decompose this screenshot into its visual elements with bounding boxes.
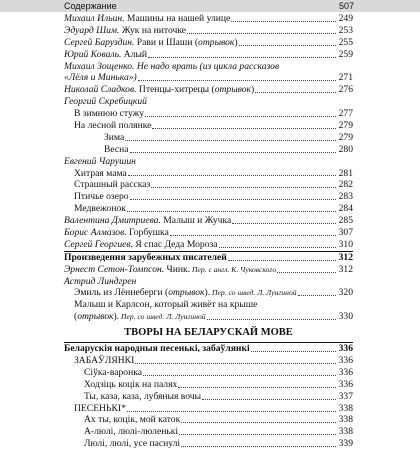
entry-title: Ходзіць коцік на палях: [84, 378, 178, 390]
entry-author: Юрий Коваль.: [64, 48, 122, 60]
entry-page: 281: [338, 167, 353, 179]
entry-tail: ): [251, 84, 255, 96]
entry-page: 271: [338, 72, 353, 84]
entry-author: Эрнест Сетон-Томпсон.: [64, 263, 165, 275]
toc-entry[interactable]: [64, 438, 353, 450]
entry-page: 339: [338, 438, 353, 450]
entry-title: Эмиль из Лённеберги (: [74, 287, 169, 299]
entry-page: 310: [338, 238, 353, 250]
entry-title: Рави и Шаши (: [134, 36, 199, 48]
entry-page: 282: [338, 179, 353, 191]
author-heading: Георгий Скребицкий: [64, 96, 147, 108]
entry-page: 276: [338, 84, 353, 96]
entry-page: 307: [338, 227, 353, 239]
toc-entry[interactable]: [64, 37, 353, 49]
entry-tail: ): [234, 36, 238, 48]
entry-title: Малыш и Жучка: [160, 215, 232, 227]
section-heading[interactable]: [64, 252, 353, 264]
entry-page: 249: [338, 12, 353, 24]
entry-title: В зимнюю стужу: [74, 108, 145, 120]
author-heading: Астрид Линдгрен: [64, 275, 137, 287]
entry-title: Сіўка-варонка: [84, 366, 142, 378]
toc-entry[interactable]: [64, 287, 353, 299]
toc-entry[interactable]: [64, 144, 353, 156]
entry-title: Хитрая мама: [74, 167, 127, 179]
toc-entry[interactable]: [64, 239, 353, 251]
entry-page: 338: [338, 426, 353, 438]
toc-entry-line: Михаил Зощенко. Не надо врать (из цикла рассказов: [64, 60, 280, 72]
entry-page: 336: [338, 366, 353, 378]
toc-entry[interactable]: [64, 203, 353, 215]
entry-page: 330: [338, 311, 353, 323]
entry-page: 320: [338, 287, 353, 299]
entry-title: А-люлі, люлі-люленькі: [84, 426, 179, 438]
entry-title: Горбушка: [126, 227, 169, 239]
subsection-label: ПЕСЕНЬКІ*: [74, 402, 126, 414]
entry-translator: Пер. с англ. К. Чуковского: [190, 264, 277, 274]
author-heading: Евгений Чарушин: [64, 155, 136, 167]
entry-page: 336: [338, 378, 353, 390]
toc-entry[interactable]: [64, 25, 353, 37]
toc-entry[interactable]: [64, 227, 353, 239]
entry-note: отрывок: [77, 311, 114, 323]
entry-page: 280: [338, 143, 353, 155]
subsection-heading[interactable]: [64, 403, 353, 415]
entry-note: отрывок: [198, 36, 235, 48]
subsection-label: ЗАБАЎЛЯНКІ: [74, 355, 135, 367]
entry-author: Борис Алмазов.: [64, 227, 127, 239]
section-heading-label: Произведения зарубежных писателей: [64, 251, 227, 263]
entry-translator: Пер. со швед. Л. Лунгиной: [119, 312, 206, 322]
toc-entry[interactable]: [64, 49, 353, 61]
section-heading[interactable]: [64, 343, 353, 355]
toc-entry[interactable]: [64, 391, 353, 403]
toc-entry[interactable]: [64, 132, 353, 144]
entry-author: Михаил Ильин.: [64, 12, 125, 24]
entry-title: Люлі, люлі, усе паснулі: [84, 438, 181, 450]
entry-author: Николай Сладков.: [64, 84, 137, 96]
entry-title: Жук на ниточке: [119, 24, 187, 36]
toc-entry[interactable]: [64, 367, 353, 379]
header-title: Содержание: [64, 1, 117, 11]
toc-entry[interactable]: [64, 168, 353, 180]
entry-title: Чинк.: [164, 263, 191, 275]
entry-page: 337: [338, 390, 353, 402]
entry-page: 338: [338, 414, 353, 426]
toc-entry-line: Малыш и Карлсон, который живёт на крыше: [74, 299, 258, 311]
entry-tail: ).: [204, 287, 211, 299]
table-of-contents: [64, 13, 353, 450]
toc-entry[interactable]: (отрывок). Пер. со швед. Л. Лунгиной 330: [74, 311, 353, 323]
entry-page: 253: [338, 24, 353, 36]
entry-author: Сергей Георгиев.: [64, 238, 133, 250]
running-header: [0, 0, 420, 12]
toc-entry[interactable]: [64, 120, 353, 132]
entry-title: Страшный рассказ: [74, 179, 151, 191]
entry-author: Валентина Дмитриева.: [64, 215, 161, 227]
entry-translator: Пер. со швед. Л. Лунгиной: [210, 288, 297, 298]
entry-author: Сергей Баруздин.: [64, 36, 135, 48]
entry-page: 284: [338, 203, 353, 215]
toc-entry[interactable]: [64, 72, 353, 84]
entry-title: Алый: [121, 48, 148, 60]
toc-entry[interactable]: [64, 84, 353, 96]
entry-title: Я спас Деда Мороза: [132, 238, 218, 250]
entry-title: Машины на нашей улице: [124, 12, 231, 24]
toc-entry[interactable]: [64, 13, 353, 25]
entry-page: 259: [338, 48, 353, 60]
entry-page: 277: [338, 108, 353, 120]
entry-author: Эдуард Шим.: [64, 24, 120, 36]
entry-page: 255: [338, 36, 353, 48]
entry-page: 283: [338, 191, 353, 203]
entry-title: На лесной полянке: [74, 120, 152, 131]
toc-entry[interactable]: [64, 179, 353, 191]
entry-title: Медвежонок: [74, 203, 126, 215]
entry-title: Птенцы-хитрецы (: [136, 84, 215, 96]
entry-page: 336: [338, 355, 353, 367]
entry-page: 279: [338, 131, 353, 143]
section-title: ТВОРЫ НА БЕЛАРУСКАЙ МОВЕ: [124, 327, 293, 339]
entry-page: 338: [338, 402, 353, 414]
toc-entry[interactable]: [64, 379, 353, 391]
entry-note: отрывок: [214, 84, 252, 96]
entry-note: отрывок: [168, 287, 205, 299]
toc-entry[interactable]: [64, 108, 353, 120]
toc-entry[interactable]: [64, 426, 353, 438]
entry-title: Зима: [104, 131, 125, 143]
subsection-heading[interactable]: [64, 355, 353, 367]
entry-title: «Лёля и Минька»): [64, 72, 137, 84]
toc-entry[interactable]: [64, 264, 353, 276]
entry-page: 336: [338, 343, 353, 355]
entry-title: Птичье озеро: [74, 191, 129, 203]
toc-entry[interactable]: [64, 415, 353, 427]
entry-title: Ты, каза, каза, лубяныя вочы: [84, 390, 202, 402]
entry-page: 312: [338, 263, 353, 275]
entry-page: 279: [338, 120, 353, 131]
section-heading-label: Беларускія народныя песенькі, забаўлянкі: [64, 343, 250, 355]
entry-title: Ах ты, коцік, мой каток: [84, 414, 181, 426]
toc-entry[interactable]: [64, 215, 353, 227]
entry-title: Весна: [104, 143, 129, 155]
entry-page: 285: [338, 215, 353, 227]
entry-page: 312: [338, 251, 353, 263]
toc-entry[interactable]: [64, 191, 353, 203]
page-number: 507: [338, 1, 354, 11]
